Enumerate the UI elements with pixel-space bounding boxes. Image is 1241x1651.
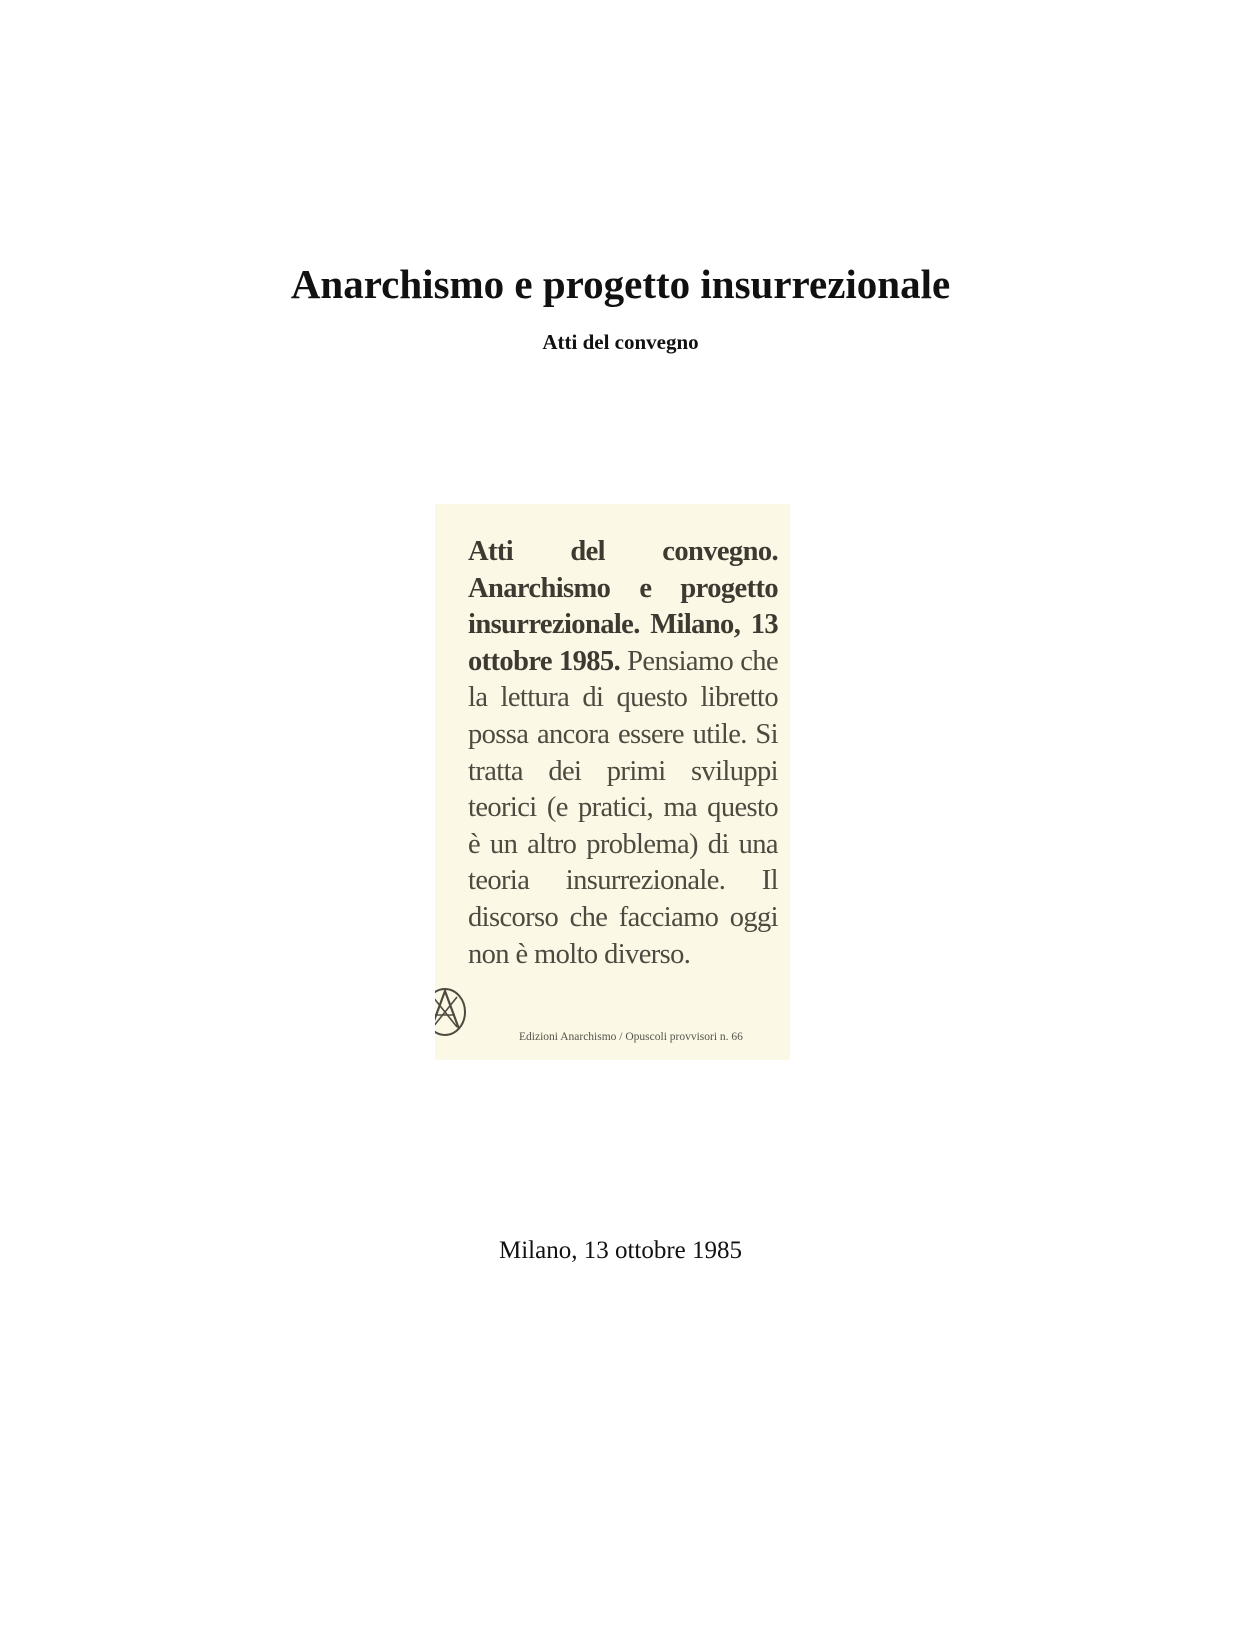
cover-footer: Edizioni Anarchismo / Opuscoli provvisori n. 66 [519,1031,743,1043]
page-title: Anarchismo e progetto insurrezionale [290,261,951,307]
cover-blurb-bold: Atti del convegno. Anarchismo e progetto insurrezionale. Milano, 13 ottobre 1985. [468,536,778,677]
cover-blurb-body: Pensiamo che la lettura di questo libretto possa ancora essere utile. Si tratta dei primi sviluppi teorici (e pratici, ma questo è un altro problema) di una teoria insurrezionale. Il discorso che facciamo oggi non è molto diverso. [468,645,778,970]
cover-blurb [468,534,778,973]
page-subtitle: Atti del convegno [542,330,699,354]
cover-image [435,504,790,1060]
anarchy-circle-logo-icon [435,985,469,1039]
page-place-date: Milano, 13 ottobre 1985 [498,1237,743,1264]
